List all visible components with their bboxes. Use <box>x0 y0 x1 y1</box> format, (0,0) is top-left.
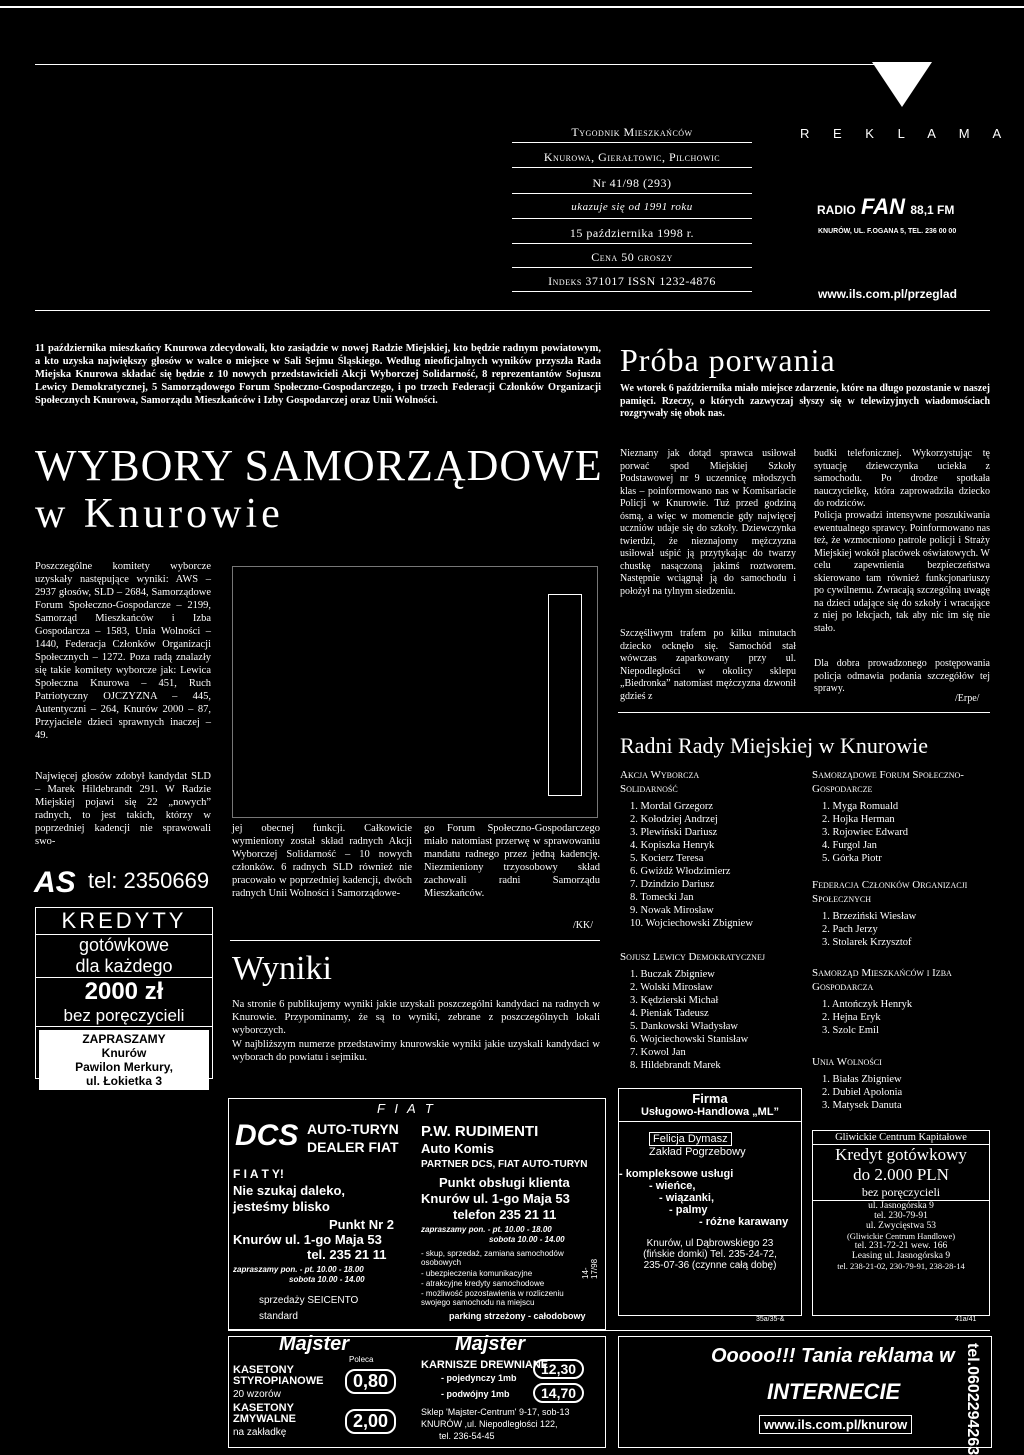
credit-ul: ul. Łokietka 3 <box>85 1074 163 1088</box>
dcs-autoturyn: AUTO-TURYN <box>307 1121 399 1137</box>
ml-kompl: - kompleksowe usługi <box>619 1168 734 1180</box>
ml-w1: - wieńce, <box>649 1180 696 1192</box>
kredyt-a5: tel. 231-72-21 wew. 166 <box>854 1241 948 1251</box>
rudimenti-b2: - ubezpieczenia komunikacyjne <box>421 1269 533 1278</box>
dcs-jestesmy: jesteśmy blisko <box>233 1199 330 1214</box>
majster-logo-1: Majster <box>279 1333 350 1355</box>
internet-ad <box>618 1336 992 1455</box>
as-logo: AS <box>34 866 76 899</box>
ml-w4: - różne karawany <box>699 1216 789 1228</box>
group-name: Samorządowe Forum Społeczno-Gospodarcze <box>812 769 964 795</box>
section-rule <box>35 310 990 311</box>
dcs-code: 14-17/98 <box>581 1258 599 1279</box>
lead-col1-p2: Najwięcej głosów zdobył kandydat SLD – Marek Hildebrandt 291. W Radzie Miejskiej pojawi się 22 „nowych” radnych, to jest takich, którzy w poprzedniej kadencji nie sprawowali swo- <box>35 771 211 847</box>
proba-title: Próba porwania <box>620 342 836 378</box>
rudimenti-partner: PARTNER DCS, FIAT AUTO-TURYN <box>421 1159 588 1170</box>
internet-url[interactable]: www.ils.com.pl/knurow <box>759 1415 912 1434</box>
photo-inner-rect <box>548 594 582 796</box>
radni-title: Radni Rady Miejskiej w Knurowie <box>620 733 928 758</box>
masthead-since: ukazuje się od 1991 roku <box>571 201 693 213</box>
dcs-ad <box>228 1098 606 1330</box>
rudimenti-telefon: telefon 235 21 11 <box>453 1207 557 1222</box>
masthead-top-rule <box>35 64 885 65</box>
radio-url[interactable]: www.ils.com.pl/przeglad <box>818 287 957 301</box>
radio-address: KNURÓW, UL. F.OGANA 5, TEL. 236 00 00 <box>818 228 957 235</box>
rudimenti-g1: zapraszamy pon. - pt. 10.00 - 18.00 <box>421 1225 552 1234</box>
down-triangle-icon <box>872 62 932 107</box>
radio-label: RADIO FAN 88,1 FM <box>817 194 955 219</box>
dcs-nie: Nie szukaj daleko, <box>233 1183 345 1198</box>
ml-zaklad: Zakład Pogrzebowy <box>649 1146 746 1158</box>
dcs-punkt: Punkt Nr 2 <box>329 1217 395 1232</box>
ml-felicja: Felicja Dymasz <box>649 1132 732 1146</box>
masthead-index: Indeks 371017 ISSN 1232-4876 <box>548 274 716 288</box>
wyniki-title: Wyniki <box>232 950 332 987</box>
lead-col3: go Forum Społeczno-Gospodarczego miało natomiast przerwę w sprawowaniu mandatu radnego przez jedną kadencję. Niezmieniony trzyosobowy skład zachowali radni Samorządu Mieszkańców. <box>424 823 600 899</box>
kredyt-a1: ul. Jasnogórska 9 <box>868 1201 934 1211</box>
majster-k1: KASETONY STYROPIANOWE <box>233 1364 324 1387</box>
kredyt-bez: bez poręczycieli <box>813 1185 989 1201</box>
lead-col1-p1: Poszczególne komitety wyborcze uzyskały następujące wyniki: AWS – 2937 głosów, SLD – 2684, Samorządowe Forum Społeczno-Gospodarcze – 2199, Samorząd Mieszkańców i Izba Gospodarcza – 1583, Unia Wolności – 1440, Federacja Członków Organizacji Społecznych – 1272. Poza radą znalazły się takie komitety wyborcze jak: Lewica Społeczna Knurowa – 451, Ruch Patriotyczny OJCZYZNA – 445, Autentyczni – 264, Knurów 2000 – 87, Przyjaciele dzieci sprawnych inaczej – 49. <box>35 561 211 741</box>
internet-tel: tel.0602294263 <box>964 1343 981 1455</box>
lead-title-1: WYBORY SAMORZĄDOWE <box>35 441 603 490</box>
ml-adr1: Knurów, ul Dąbrowskiego 23 <box>646 1238 774 1249</box>
rudimenti-name: P.W. RUDIMENTI <box>421 1123 539 1140</box>
masthead-issue: Nr 41/98 (293) <box>592 176 672 190</box>
majster-logo-2: Majster <box>455 1333 526 1355</box>
lead-title-2: w Knurowie <box>35 491 284 537</box>
ml-code: 35a/35-& <box>756 1316 785 1323</box>
kredyt-code: 41a/41 <box>955 1316 977 1323</box>
proba-col2: budki telefonicznej. Wykorzystując tę sytuację dziewczynka uciekła z samochodu. Po drodze spotkała nauczycielkę, która zaprowadziła dziecko do rodziców. <box>814 448 990 509</box>
wyniki-rule <box>230 940 600 941</box>
masthead-date: 15 października 1998 r. <box>569 226 695 240</box>
dcs-seicento: sprzedaży SEICENTO <box>259 1295 359 1306</box>
rudimenti-b1: - skup, sprzedaż, zamiana samochodów osobowych <box>421 1249 564 1267</box>
majster-karnisze: KARNISZE DREWNIANE <box>421 1359 549 1371</box>
kredyt-head: Gliwickie Centrum Kapitałowe <box>813 1131 989 1145</box>
dcs-adres: Knurów ul. 1-go Maja 53 <box>233 1232 382 1247</box>
masthead-towns: Knurowa, Gierałtowic, Pilchowic <box>543 150 721 164</box>
majster-k1b: 20 wzorów <box>233 1389 281 1400</box>
proba-col2b: Policja prowadzi intensywne poszukiwania ewentualnego sprawcy. Poinformowano nas też, że wzmocniono patrole policji i Straży Miejskiej wokół placówek oświatowych. W celu zapewnienia bezpieczeństwa skierowano tam również funkcjonariuszy po cywilnemu. Zwracają szczególną uwagę na dzieci udające się do szkoły i wracające z niej po lekcjach, tak aby nic im się nie stało. <box>814 510 990 634</box>
rudimenti-knurow: Knurów ul. 1-go Maja 53 <box>421 1191 570 1206</box>
kredyt-do: do 2.000 PLN <box>853 1165 949 1184</box>
radni-group-aws: Akcja Wyborcza Solidarność 1. Mordal Grzegorz 2. Kołodziej Andrzej 3. Plewiński Dariusz 4. Kopiszka Henryk 5. Kocierz Teresa 6. Gwiżdż Włodzimierz 7. Dzindzio Dariusz 8. Tomecki Jan 9. Nowak Mirosław 10. Wojciechowski Zbigniew <box>620 769 753 929</box>
price-4: 14,70 <box>533 1383 584 1403</box>
dcs-logo: DCS <box>235 1119 299 1152</box>
majster-k2b: na zakładkę <box>233 1427 287 1438</box>
proba-sign: /Erpe/ <box>955 693 980 704</box>
majster-tel: tel. 236-54-45 <box>439 1431 495 1441</box>
proba-col2c: Dla dobra prowadzonego postępowania policja odmawia podania szczegółów tej sprawy. <box>814 658 990 694</box>
masthead-price: Cena 50 groszy <box>591 250 673 264</box>
dcs-fiaty: F I A T Y! <box>233 1167 284 1181</box>
majster-ad <box>228 1333 606 1448</box>
dcs-standard: standard <box>259 1311 298 1322</box>
fiat-logo: F I A T <box>377 1101 436 1116</box>
radni-group-uw: Unia Wolności 1. Białas Zbigniew 2. Dubiel Apolonia 3. Matysek Danuta <box>812 1055 992 1112</box>
dcs-tel: tel. 235 21 11 <box>307 1247 387 1262</box>
kredyt-a7: tel. 238-21-02, 230-79-91, 238-28-14 <box>837 1261 965 1271</box>
ml-w3: - palmy <box>669 1204 708 1216</box>
wyniki-p1: Na stronie 6 publikujemy wyniki jakie uzyskali poszczególni kandydaci na radnych w Knurowie. Przypominamy, że są to wyniki, zebrane z poszczególnych lokali wyborczych. <box>232 999 600 1036</box>
rudimenti-g2: sobota 10.00 - 14.00 <box>489 1235 565 1244</box>
rudimenti-parking: parking strzeżony - całodobowy <box>449 1311 586 1321</box>
reklama-label: R E K L A M A <box>800 126 1012 141</box>
fan-logo: FAN <box>861 194 906 219</box>
bottom-ads-rule <box>228 1330 990 1331</box>
dcs-godz2: sobota 10.00 - 14.00 <box>289 1275 365 1284</box>
group-name: Sojusz Lewicy Demokratycznej <box>620 951 765 963</box>
rudimenti-punkt: Punkt obsługi klienta <box>439 1175 570 1190</box>
proba-col1b: Szczęśliwym trafem po kilku minutach dziecko ocknęło się. Samochód stał wówczas zaparkowany przy ul. Niepodległości w okolicy sklepu „Biedronka” natomiast mężczyzna dzwonił gdzieś z <box>620 628 796 702</box>
group-name: Federacja Członków Organizacji Społecznych <box>812 879 968 905</box>
rudimenti-b3: - atrakcyjne kredyty samochodowe <box>421 1279 545 1288</box>
kredyt-ad <box>812 1130 990 1316</box>
masthead-title: Tygodnik Mieszkańców <box>571 125 693 139</box>
wyniki-p2: W najbliższym numerze przedstawimy knurowskie wyniki jakie uzyskali kandydaci w wyborach do powiatu i sejmiku. <box>232 1039 600 1063</box>
majster-k2: KASETONY ZMYWALNE <box>233 1402 296 1425</box>
dcs-dealer: DEALER FIAT <box>307 1139 399 1155</box>
radni-group-samorzad: Samorząd Mieszkańców i Izba Gospodarcza 1. Antończyk Henryk 2. Hejna Eryk 3. Szolc Emil <box>812 966 992 1037</box>
majster-sklep: Sklep 'Majster-Centrum' 9-17, sob-13 <box>421 1407 570 1417</box>
ml-firma: Firma <box>692 1091 728 1106</box>
price-3: 12,30 <box>533 1359 584 1379</box>
proba-lead: We wtorek 6 października miało miejsce zdarzenie, które na długo pozostanie w naszej pamięci. Rzeczy, o których zazwyczaj słyszy się w telewizyjnych wiadomościach rozgrywały się obok nas. <box>620 383 990 419</box>
group-name: Akcja Wyborcza Solidarność <box>620 769 700 795</box>
price-2: 2,00 <box>345 1409 396 1434</box>
dcs-godz1: zapraszamy pon. - pt. 10.00 - 18.00 <box>233 1265 364 1274</box>
group-name: Samorząd Mieszkańców i Izba Gospodarcza <box>812 967 952 993</box>
majster-sklep2: KNURÓW ,ul. Niepodległości 122, <box>421 1419 558 1429</box>
lead-sign: /KK/ <box>573 920 593 931</box>
proba-rule <box>618 712 990 713</box>
kredyt-a3: ul. Zwycięstwa 53 <box>866 1221 936 1231</box>
credit-box <box>35 907 213 1088</box>
majster-poj: - pojedynczy 1mb <box>441 1373 517 1383</box>
kredyt-kredyt: Kredyt gotówkowy <box>835 1145 967 1164</box>
price-1: 0,80 <box>345 1369 396 1394</box>
proba-col1: Nieznany jak dotąd sprawca usiłował porwać spod Miejskiej Szkoły Podstawowej nr 9 uczennicę młodszych klas – poinformowano nas w Komisariacie Policji w Knurowie. Tuż przed godziną ósmą, a więc w momencie gdy najwięcej uczniów udaje się do szkoły. Dziewczynka twierdzi, że nieznajomy mężczyzna usiłował uśpić ją przytykając do twarzy chustkę nasączoną jakimś roztworem. Następnie wciągnął ją do samochodu i położył na tylnym siedzeniu. <box>620 448 796 597</box>
credit-gotowkowe: gotówkowe <box>78 935 170 955</box>
ml-w2: - wiązanki, <box>659 1192 715 1204</box>
radni-group-sld: Sojusz Lewicy Demokratycznej 1. Buczak Zbigniew 2. Wolski Mirosław 3. Kędzierski Michał 4. Pieniak Tadeusz 5. Dankowski Władysław 6. Wojciechowski Stanisław 7. Kowol Jan 8. Hildebrandt Marek <box>620 950 800 1072</box>
majster-pod: - podwójny 1mb <box>441 1389 510 1399</box>
ml-adr2: (fińskie domki) Tel. 235-24-72, <box>643 1249 777 1260</box>
kredyt-a2: tel. 230-79-91 <box>874 1211 928 1221</box>
kredyt-a6: Leasing ul. Jasnogórska 9 <box>851 1251 951 1261</box>
credit-knurow: Knurów <box>101 1046 147 1060</box>
majster-poleca-1: Poleca <box>349 1355 374 1364</box>
ml-usl: Usługowo-Handlowa „ML” <box>619 1106 801 1122</box>
ml-ad <box>618 1088 802 1316</box>
credit-zapraszamy: ZAPRASZAMY <box>82 1032 166 1046</box>
ml-adr3: 235-07-36 (czynne całą dobę) <box>643 1260 777 1271</box>
lead-col2: jej obecnej funkcji. Całkowicie wymieniony został skład radnych Akcji Wyborczej Solidarność – 10 nowych członków. 6 radnych SLD również nie pracowało w poprzedniej kadencji, dwóch radnych Unii Wolności i Samorządowe- <box>232 823 412 899</box>
credit-bez: bez poręczycieli <box>36 1006 212 1027</box>
lead-intro: 11 października mieszkańcy Knurowa zdecydowali, kto zasiądzie w nowej Radzie Miejskiej, kto będzie radnym powiatowym, a kto uzyska największy głosów w walce o miejsce w Sali Sejmu Śląskiego. Według nieoficjalnych wyników przyszła Rada Miejska Knurowa składać się będzie z 10 nowych przedstawicieli Akcji Wyborczej Solidarność, 8 reprezentantów Sojuszu Lewicy Demokratycznej, 5 Samorządowego Forum Społeczno-Gospodarczego, i po trzech Federacji Członków Organizacji Społecznych Knurowa, Samorządu Mieszkańców i Izby Gospodarczej oraz Unii Wolności. <box>35 343 601 406</box>
photo-frame <box>232 566 598 818</box>
rudimenti-komis: Auto Komis <box>421 1141 494 1156</box>
top-rule <box>0 6 1024 8</box>
group-name: Unia Wolności <box>812 1056 882 1068</box>
credit-amount: 2000 zł <box>84 978 164 1005</box>
kredyt-a4: (Gliwickie Centrum Handlowe) <box>846 1231 956 1241</box>
internet-ooo: Ooooo!!! Tania reklama w <box>711 1345 955 1367</box>
radni-group-federacja: Federacja Członków Organizacji Społecznych 1. Brzeziński Wiesław 2. Pach Jerzy 3. Stolarek Krzysztof <box>812 878 992 949</box>
credit-pawilon: Pawilon Merkury, <box>75 1060 173 1074</box>
rudimenti-b4: - możliwość pozostawienia w rozliczeniu swojego samochodu na miejscu <box>421 1289 564 1307</box>
credit-dla: dla każdego <box>36 956 212 978</box>
credit-phone: tel: 2350669 <box>88 868 210 893</box>
credit-kredyty: KREDYTY <box>36 908 212 935</box>
radni-group-forum: Samorządowe Forum Społeczno-Gospodarcze 1. Myga Romuald 2. Hojka Herman 3. Rojowiec Edward 4. Furgol Jan 5. Górka Piotr <box>812 768 992 865</box>
internet-label: INTERNECIE <box>767 1379 901 1404</box>
